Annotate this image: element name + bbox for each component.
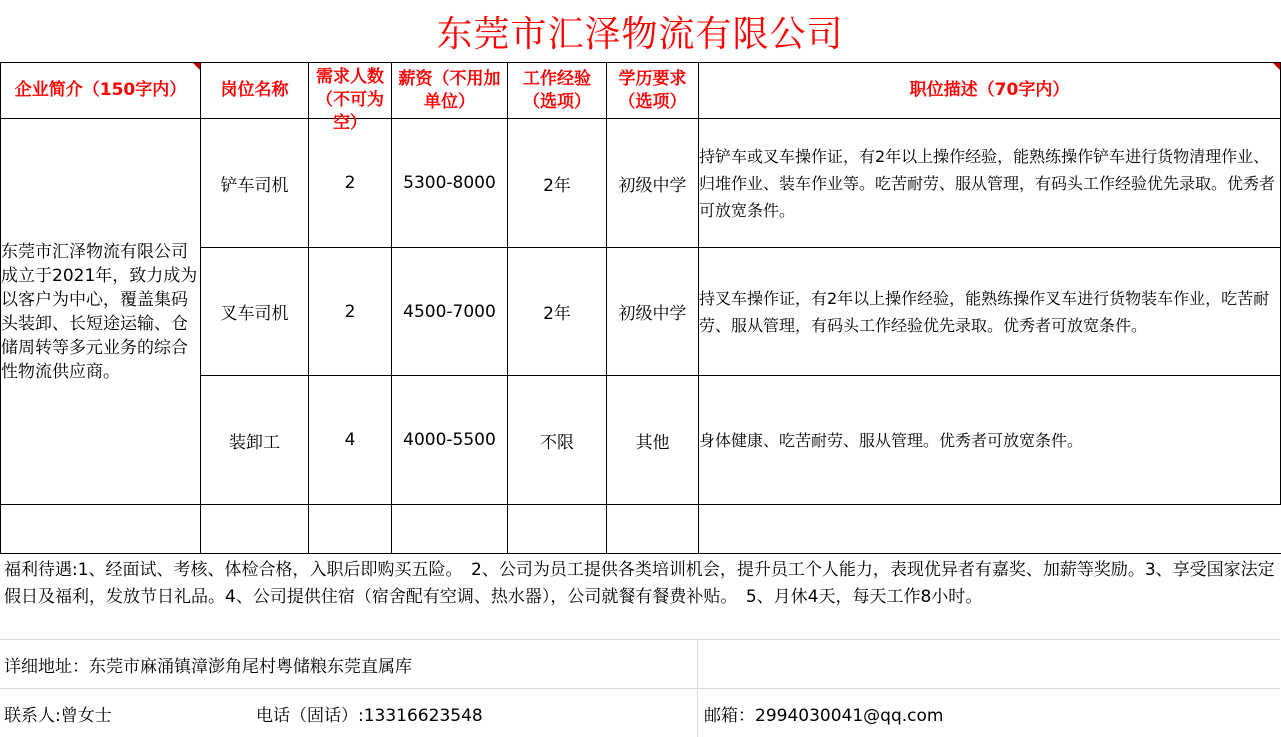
header-count: 需求人数（不可为空） [309,63,392,119]
welfare-text: 福利待遇:1、经面试、考核、体检合格，入职后即购买五险。 2、公司为员工提供各类培训机会，提升员工个人能力，表现优异者有嘉奖、加薪等奖励。3、享受国家法定假日及福利，发放节日礼品。4、公司提供住宿（宿舍配有空调、热水器），公司就餐有餐费补贴。 5、月休4天，每天工作8小时。 [4,560,1275,607]
job-count: 4 [309,376,392,505]
empty-row [1,505,1281,554]
job-education: 初级中学 [607,248,699,376]
job-experience: 2年 [508,119,607,248]
header-position: 岗位名称 [201,63,309,119]
address-text: 详细地址：东莞市麻涌镇漳澎角尾村粤储粮东莞直属库 [0,639,1280,689]
job-description: 持叉车操作证，有2年以上操作经验，能熟练操作叉车进行货物装车作业，吃苦耐劳、服从管理，有码头工作经验优先录取。优秀者可放宽条件。 [699,248,1281,376]
job-position: 装卸工 [201,376,309,505]
job-description: 身体健康、吃苦耐劳、服从管理。优秀者可放宽条件。 [699,376,1281,505]
header-education: 学历要求（选项） [607,63,699,119]
job-position: 铲车司机 [201,119,309,248]
table-row [1,119,1281,248]
jobs-table [0,62,1281,554]
comment-marker [1273,63,1280,70]
contact-phone: 电话（固话）:13316623548 [256,706,483,726]
company-title: 东莞市汇泽物流有限公司 [436,13,844,55]
table-header-row [1,63,1281,119]
company-intro: 东莞市汇泽物流有限公司成立于2021年，致力成为以客户为中心，覆盖集码头装卸、长短途运输、仓储周转等多元业务的综合性物流供应商。 [1,119,201,505]
header-experience: 工作经验（选项） [508,63,607,119]
job-count: 2 [309,248,392,376]
job-salary: 5300-8000 [392,119,508,248]
job-experience: 不限 [508,376,607,505]
job-education: 其他 [607,376,699,505]
contact-email: 邮箱：2994030041@qq.com [704,706,944,726]
job-experience: 2年 [508,248,607,376]
job-salary: 4000-5500 [392,376,508,505]
job-salary: 4500-7000 [392,248,508,376]
contact-person: 联系人:曾女士 [4,706,112,726]
job-education: 初级中学 [607,119,699,248]
job-count: 2 [309,119,392,248]
header-intro: 企业简介（150字内） [1,63,201,119]
job-description: 持铲车或叉车操作证，有2年以上操作经验，能熟练操作铲车进行货物清理作业、归堆作业、装车作业等。吃苦耐劳、服从管理，有码头工作经验优先录取。优秀者可放宽条件。 [699,119,1281,248]
contact-row [0,689,1280,737]
header-salary: 薪资（不用加单位） [392,63,508,119]
comment-marker [193,63,200,70]
header-description: 职位描述（70字内） [699,63,1281,119]
job-position: 叉车司机 [201,248,309,376]
